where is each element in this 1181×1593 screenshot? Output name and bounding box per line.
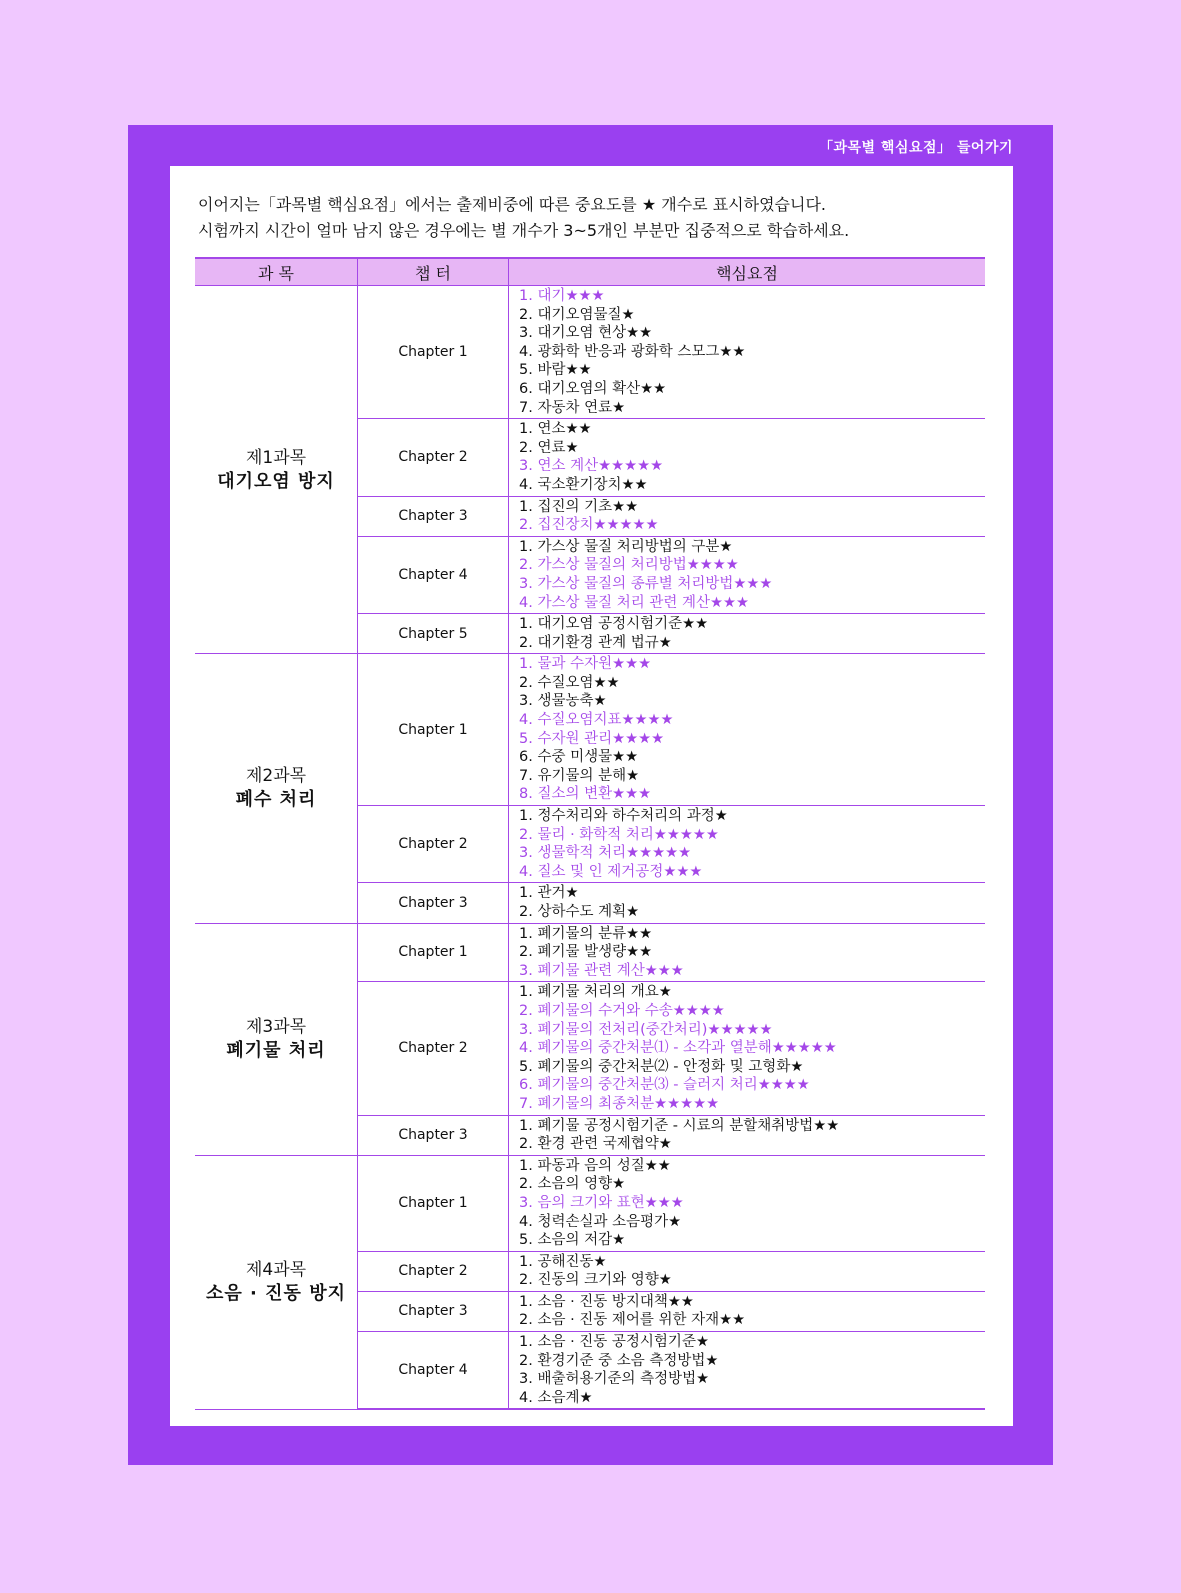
key-point-highlighted: 4. 수질오염지표★★★★: [519, 712, 674, 729]
chapter-cell: Chapter 4: [358, 536, 509, 613]
key-points-cell: [509, 419, 986, 496]
key-point: 4. 소음계★: [519, 1389, 593, 1406]
key-points-cell: [509, 496, 986, 536]
key-point: 4. 청력손실과 소음평가★: [519, 1213, 682, 1230]
key-point: 1. 공해진동★: [519, 1253, 607, 1270]
key-points-cell: [509, 923, 986, 982]
key-points-cell: [509, 1291, 986, 1331]
key-point: 3. 배출허용기준의 측정방법★: [519, 1371, 710, 1388]
table-body: [195, 286, 985, 1410]
table-row: [195, 923, 985, 982]
key-points-cell: [509, 614, 986, 654]
chapter-cell: Chapter 2: [358, 1251, 509, 1291]
subject-number: 제3과목: [245, 1017, 307, 1038]
key-point: 1. 소음 · 진동 공정시험기준★: [519, 1334, 709, 1351]
key-points-cell: [509, 982, 986, 1115]
key-point-highlighted: 1. 물과 수자원★★★: [519, 656, 652, 673]
intro-text: [198, 192, 998, 244]
key-point: 2. 환경 관련 국제협약★: [519, 1136, 672, 1153]
key-point: 2. 연료★: [519, 439, 579, 456]
subject-name: 대기오염 방지: [217, 470, 335, 492]
key-points-cell: [509, 1115, 986, 1155]
key-point: 2. 소음의 영향★: [519, 1176, 626, 1193]
key-point-highlighted: 5. 수자원 관리★★★★: [519, 730, 665, 747]
key-point-highlighted: 2. 물리 · 화학적 처리★★★★★: [519, 826, 719, 843]
key-point-highlighted: 8. 질소의 변환★★★: [519, 786, 652, 803]
key-points-cell: [509, 1251, 986, 1291]
key-point: 2. 폐기물 발생량★★: [519, 944, 653, 961]
key-point: 3. 생물농축★: [519, 693, 607, 710]
key-points-cell: [509, 806, 986, 883]
header-subject: 과 목: [195, 258, 358, 286]
chapter-cell: Chapter 2: [358, 982, 509, 1115]
subject-cell: [195, 654, 358, 923]
key-point-highlighted: 3. 폐기물 관련 계산★★★: [519, 962, 684, 979]
content-panel: [170, 166, 1013, 1426]
subject-number: 제4과목: [245, 1260, 307, 1281]
subject-cell: [195, 286, 358, 654]
key-point: 7. 유기물의 분해★: [519, 767, 640, 784]
key-point: 2. 대기환경 관계 법규★: [519, 634, 672, 651]
chapter-cell: Chapter 1: [358, 1155, 509, 1251]
key-point-highlighted: 3. 연소 계산★★★★★: [519, 458, 664, 475]
chapter-cell: Chapter 3: [358, 883, 509, 923]
key-point-highlighted: 4. 질소 및 인 제거공정★★★: [519, 863, 703, 880]
table-row: [195, 286, 985, 419]
key-points-cell: [509, 654, 986, 806]
key-point: 7. 자동차 연료★: [519, 399, 626, 416]
key-point-highlighted: 4. 가스상 물질 처리 관련 계산★★★: [519, 594, 749, 611]
key-point: 1. 폐기물 처리의 개요★: [519, 984, 672, 1001]
chapter-cell: Chapter 1: [358, 923, 509, 982]
key-points-table: [195, 257, 985, 1410]
key-point-highlighted: 2. 폐기물의 수거와 수송★★★★: [519, 1002, 725, 1019]
key-point: 1. 폐기물 공정시험기준 - 시료의 분할채취방법★★: [519, 1117, 840, 1134]
subject-name: 폐수 처리: [235, 789, 317, 811]
key-point: 1. 대기오염 공정시험기준★★: [519, 616, 709, 633]
key-point: 2. 환경기준 중 소음 측정방법★: [519, 1352, 719, 1369]
key-points-cell: [509, 883, 986, 923]
key-point: 5. 소음의 저감★: [519, 1232, 626, 1249]
subject-name: 소음 · 진동 방지: [206, 1283, 346, 1305]
chapter-cell: Chapter 5: [358, 614, 509, 654]
chapter-cell: Chapter 1: [358, 654, 509, 806]
key-point-highlighted: 3. 생물학적 처리★★★★★: [519, 845, 692, 862]
subject-number: 제1과목: [245, 447, 307, 468]
key-point-highlighted: 1. 대기★★★: [519, 288, 605, 304]
key-point-highlighted: 4. 폐기물의 중간처분⑴ - 소각과 열분해★★★★★: [519, 1040, 837, 1057]
subject-cell: [195, 923, 358, 1155]
chapter-cell: Chapter 1: [358, 286, 509, 419]
table-row: [195, 1155, 985, 1251]
table-header-row: [195, 258, 985, 286]
key-point: 1. 폐기물의 분류★★: [519, 925, 653, 942]
key-point: 2. 진동의 크기와 영향★: [519, 1272, 672, 1289]
key-point-highlighted: 6. 폐기물의 중간처분⑶ - 슬러지 처리★★★★: [519, 1077, 810, 1094]
key-point: 1. 소음 · 진동 방지대책★★: [519, 1293, 694, 1310]
key-point-highlighted: 3. 가스상 물질의 종류별 처리방법★★★: [519, 575, 773, 592]
key-points-cell: [509, 1155, 986, 1251]
key-point: 1. 파동과 음의 성질★★: [519, 1157, 671, 1174]
key-point: 2. 대기오염물질★: [519, 306, 635, 323]
subject-cell: [195, 1155, 358, 1409]
key-point: 4. 국소환기장치★★: [519, 476, 648, 493]
chapter-cell: Chapter 3: [358, 1291, 509, 1331]
key-point-highlighted: 3. 음의 크기와 표현★★★: [519, 1194, 684, 1211]
key-points-cell: [509, 536, 986, 613]
intro-line: 이어지는「과목별 핵심요점」에서는 출제비중에 따른 중요도를 ★ 개수로 표시하였습니다.: [198, 195, 826, 214]
header-chapter: 챕 터: [358, 258, 509, 286]
table-row: [195, 654, 985, 806]
key-point: 1. 정수처리와 하수처리의 과정★: [519, 808, 728, 825]
key-point: 5. 바람★★: [519, 362, 592, 379]
page-frame: [128, 125, 1053, 1465]
key-point-highlighted: 2. 가스상 물질의 처리방법★★★★: [519, 557, 739, 574]
key-point: 3. 대기오염 현상★★: [519, 325, 653, 342]
key-points-cell: [509, 286, 986, 419]
key-point: 2. 수질오염★★: [519, 674, 620, 691]
key-point-highlighted: 7. 폐기물의 최종처분★★★★★: [519, 1095, 720, 1112]
key-point: 1. 가스상 물질 처리방법의 구분★: [519, 538, 733, 555]
chapter-cell: Chapter 3: [358, 1115, 509, 1155]
key-point: 6. 수중 미생물★★: [519, 749, 639, 766]
key-point: 2. 소음 · 진동 제어를 위한 자재★★: [519, 1312, 746, 1329]
key-point: 6. 대기오염의 확산★★: [519, 380, 667, 397]
intro-line: 시험까지 시간이 얼마 남지 않은 경우에는 별 개수가 3~5개인 부분만 집중적으로 학습하세요.: [198, 221, 850, 240]
key-point-highlighted: 2. 집진장치★★★★★: [519, 517, 659, 534]
key-point-highlighted: 3. 폐기물의 전처리(중간처리)★★★★★: [519, 1021, 773, 1038]
chapter-cell: Chapter 3: [358, 496, 509, 536]
chapter-cell: Chapter 4: [358, 1332, 509, 1410]
key-point: 4. 광화학 반응과 광화학 스모그★★: [519, 343, 746, 360]
chapter-cell: Chapter 2: [358, 806, 509, 883]
key-point: 1. 관거★: [519, 885, 579, 902]
subject-name: 폐기물 처리: [226, 1040, 326, 1062]
chapter-cell: Chapter 2: [358, 419, 509, 496]
key-point: 1. 연소★★: [519, 421, 592, 438]
header-label: 「과목별 핵심요점」 들어가기: [818, 140, 1013, 156]
key-point: 1. 집진의 기초★★: [519, 498, 639, 515]
key-point: 2. 상하수도 계획★: [519, 904, 640, 920]
key-points-cell: [509, 1332, 986, 1410]
header-key-points: 핵심요점: [509, 258, 986, 286]
subject-number: 제2과목: [245, 766, 307, 787]
key-point: 5. 폐기물의 중간처분⑵ - 안정화 및 고형화★: [519, 1058, 804, 1075]
